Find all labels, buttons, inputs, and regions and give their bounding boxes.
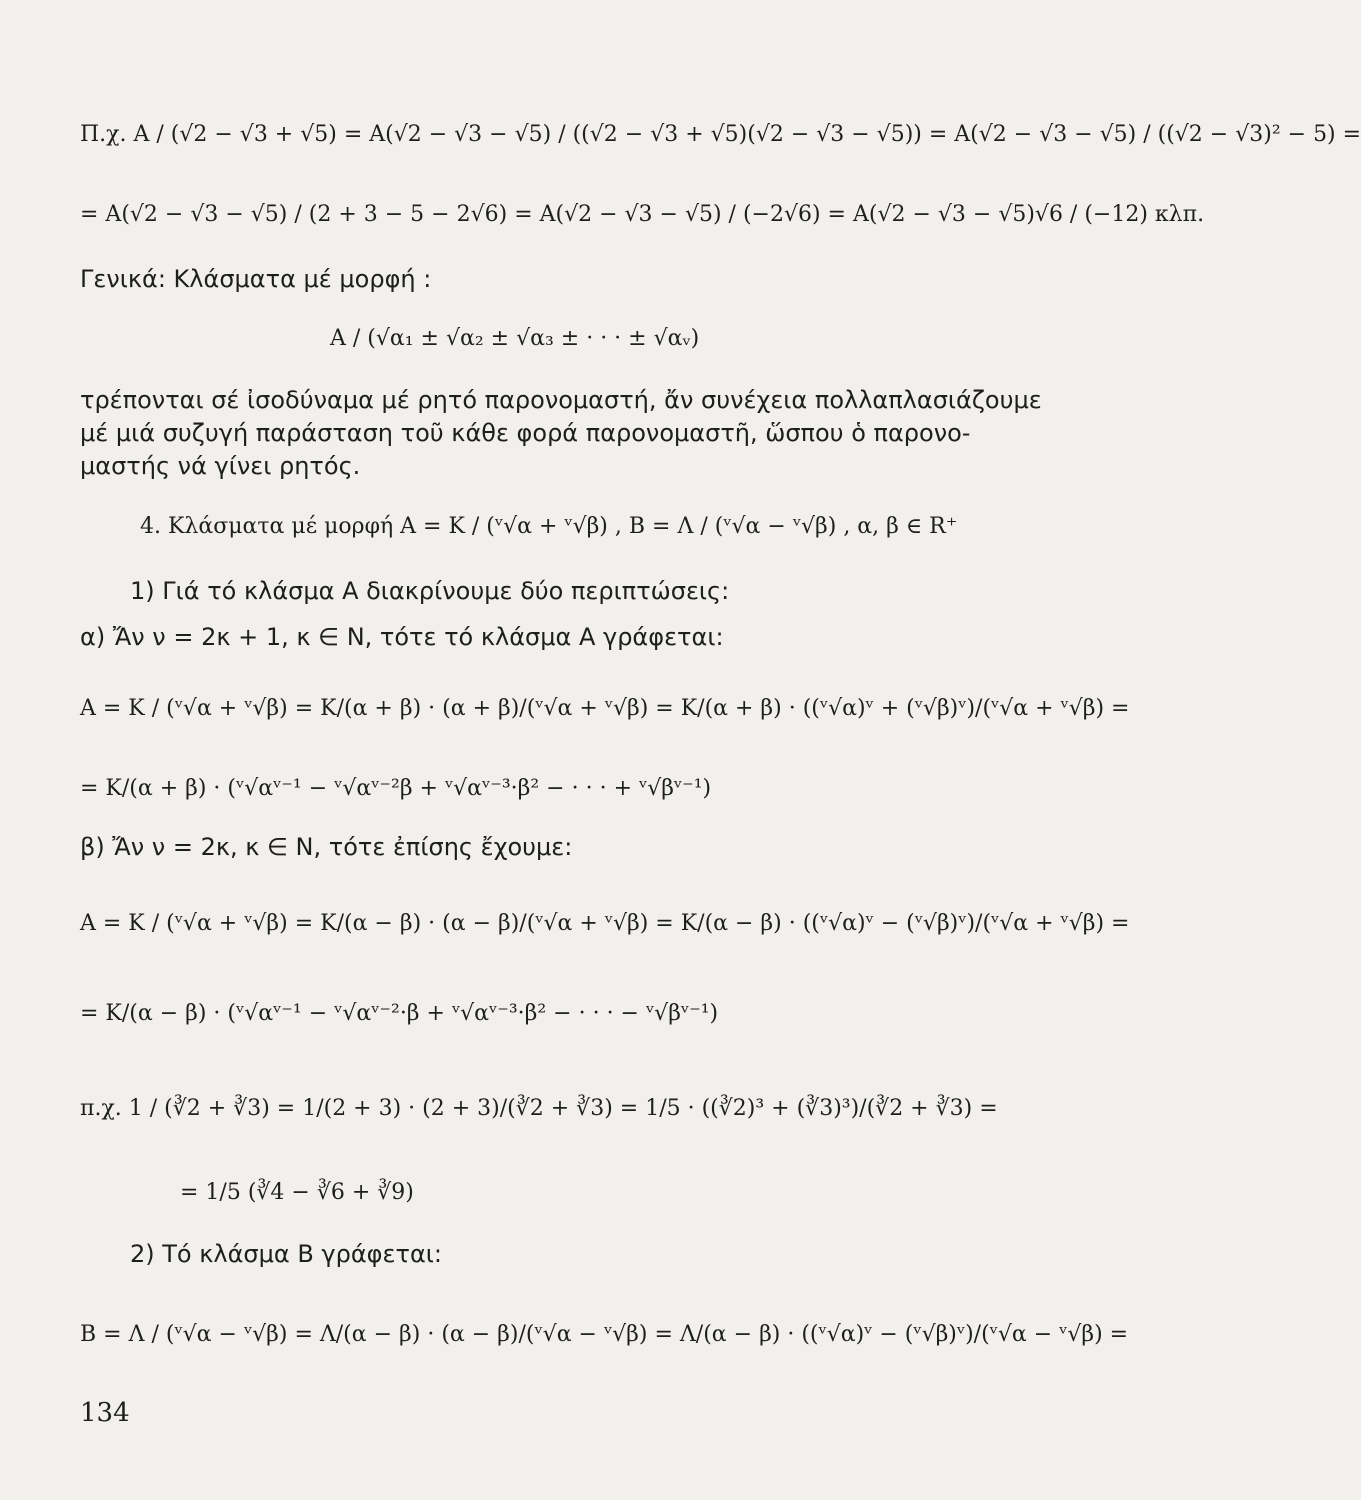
general-fraction: A / (√α₁ ± √α₂ ± √α₃ ± · · · ± √αᵥ)	[330, 326, 700, 351]
alpha-equation-2: = K/(α + β) · (ᵛ√αᵛ⁻¹ − ᵛ√αᵛ⁻²β + ᵛ√αᵛ⁻³·β² − · · · + ᵛ√βᵛ⁻¹)	[80, 776, 712, 801]
example-cube-root-2: = 1/5 (∛4 − ∛6 + ∛9)	[180, 1180, 414, 1205]
body-line-1: τρέπονται σέ ἰσοδύναμα μέ ρητό παρονομαστή, ἄν συνέχεια πολλαπλασιάζουμε	[80, 386, 1042, 414]
alpha-equation-1: A = K / (ᵛ√α + ᵛ√β) = K/(α + β) · (α + β)/(ᵛ√α + ᵛ√β) = K/(α + β) · ((ᵛ√α)ᵛ + (ᵛ√β)ᵛ)/(ᵛ√α + ᵛ√β) =	[80, 696, 1130, 721]
general-heading: Γενικά: Κλάσματα μέ μορφή :	[80, 265, 432, 293]
case-intro: 1) Γιά τό κλάσμα A διακρίνουμε δύο περιπτώσεις:	[130, 577, 730, 605]
beta-equation-2: = K/(α − β) · (ᵛ√αᵛ⁻¹ − ᵛ√αᵛ⁻²·β + ᵛ√αᵛ⁻³·β² − · · · − ᵛ√βᵛ⁻¹)	[80, 1001, 719, 1026]
page-number: 134	[80, 1398, 130, 1428]
example-cube-root-1: π.χ. 1 / (∛2 + ∛3) = 1/(2 + 3) · (2 + 3)/(∛2 + ∛3) = 1/5 · ((∛2)³ + (∛3)³)/(∛2 + ∛3) =	[80, 1096, 998, 1121]
body-line-3: μαστής νά γίνει ρητός.	[80, 452, 361, 480]
example-line-2: = A(√2 − √3 − √5) / (2 + 3 − 5 − 2√6) = A(√2 − √3 − √5) / (−2√6) = A(√2 − √3 − √5)√6 / (−12) κλπ.	[80, 202, 1205, 227]
case-alpha: α) Ἄν ν = 2κ + 1, κ ∈ N, τότε τό κλάσμα A γράφεται:	[80, 623, 724, 651]
beta-equation-1: A = K / (ᵛ√α + ᵛ√β) = K/(α − β) · (α − β)/(ᵛ√α + ᵛ√β) = K/(α − β) · ((ᵛ√α)ᵛ − (ᵛ√β)ᵛ)/(ᵛ√α + ᵛ√β) =	[80, 911, 1130, 936]
example-line-1: Π.χ. A / (√2 − √3 + √5) = A(√2 − √3 − √5) / ((√2 − √3 + √5)(√2 − √3 − √5)) = A(√2 − √3 − √5) / ((√2 − √3)² − 5) =	[80, 122, 1361, 147]
b-equation: B = Λ / (ᵛ√α − ᵛ√β) = Λ/(α − β) · (α − β)/(ᵛ√α − ᵛ√β) = Λ/(α − β) · ((ᵛ√α)ᵛ − (ᵛ√β)ᵛ)/(ᵛ√α − ᵛ√β) =	[80, 1322, 1129, 1347]
fraction-b-intro: 2) Τό κλάσμα B γράφεται:	[130, 1240, 442, 1268]
section-heading: 4. Κλάσματα μέ μορφή A = K / (ᵛ√α + ᵛ√β) , B = Λ / (ᵛ√α − ᵛ√β) , α, β ∈ R⁺	[140, 514, 958, 539]
case-beta: β) Ἄν ν = 2κ, κ ∈ N, τότε ἐπίσης ἔχουμε:	[80, 833, 573, 861]
body-line-2: μέ μιά συζυγή παράσταση τοῦ κάθε φορά παρονομαστῆ, ὥσπου ὁ παρονο-	[80, 419, 971, 447]
